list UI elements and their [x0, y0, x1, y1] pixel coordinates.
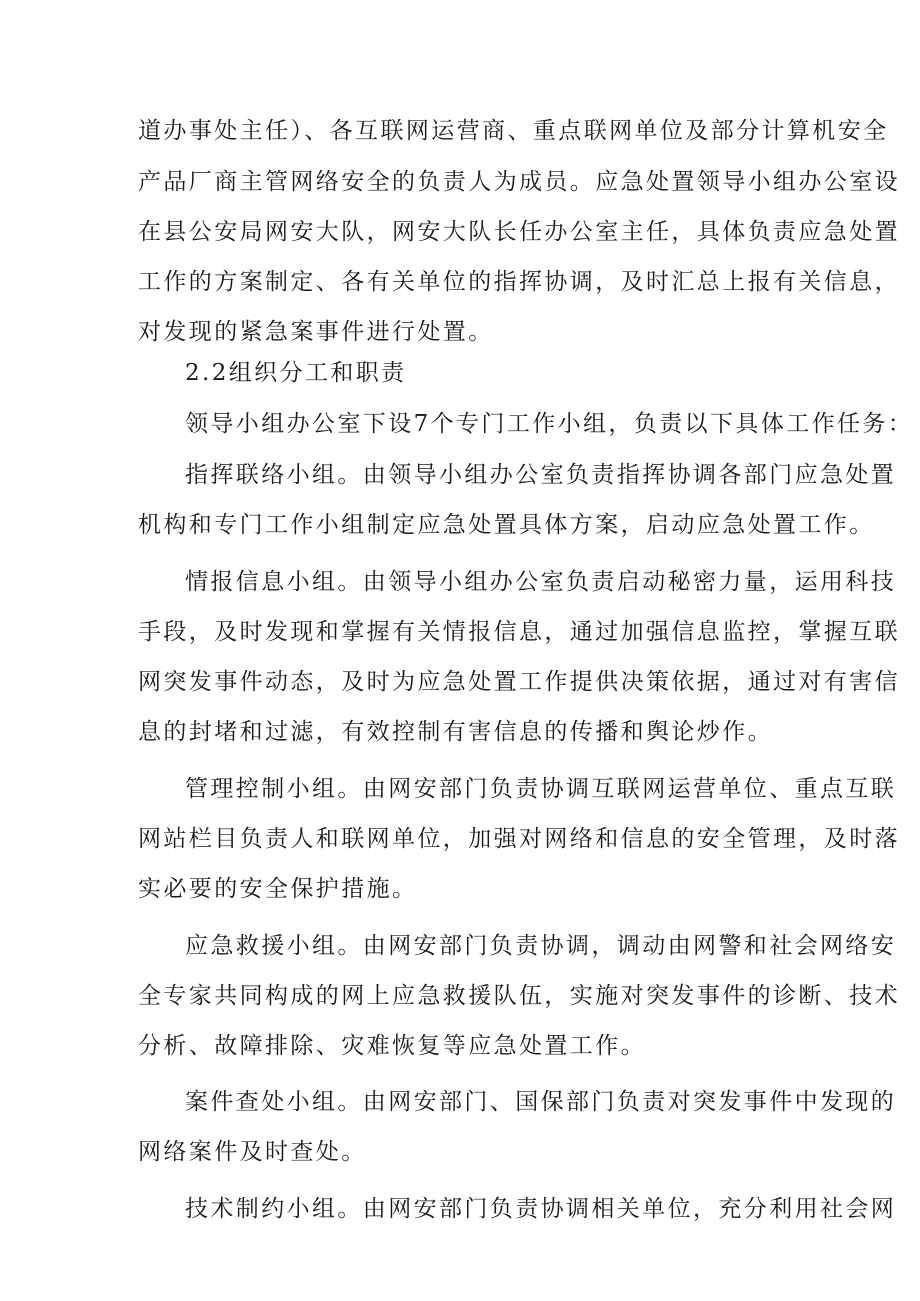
paragraph-first-line: 应急救援小组。由网安部门负责协调，调动由网警和社会网络安: [185, 933, 897, 959]
body-text-line: 全专家共同构成的网上应急救援队伍，实施对突发事件的诊断、技术: [138, 983, 900, 1009]
paragraph-first-line: 技术制约小组。由网安部门负责协调相关单位，充分利用社会网: [185, 1196, 897, 1222]
paragraph-first-line: 情报信息小组。由领导小组办公室负责启动秘密力量，运用科技: [185, 569, 897, 595]
body-text-line: 息的封堵和过滤，有效控制有害信息的传播和舆论炒作。: [138, 719, 773, 745]
paragraph-first-line: 指挥联络小组。由领导小组办公室负责指挥协调各部门应急处置: [185, 462, 897, 488]
body-text-line: 产品厂商主管网络安全的负责人为成员。应急处置领导小组办公室设: [138, 169, 900, 195]
body-text-line: 分析、故障排除、灾难恢复等应急处置工作。: [138, 1033, 646, 1059]
body-text-line: 机构和专门工作小组制定应急处置具体方案，启动应急处置工作。: [138, 512, 875, 538]
paragraph-first-line: 案件查处小组。由网安部门、国保部门负责对突发事件中发现的: [185, 1089, 897, 1115]
paragraph-first-line: 管理控制小组。由网安部门负责协调互联网运营单位、重点互联: [185, 776, 897, 802]
body-text-line: 网站栏目负责人和联网单位，加强对网络和信息的安全管理，及时落: [138, 826, 900, 852]
body-text-line: 网突发事件动态，及时为应急处置工作提供决策依据，通过对有害信: [138, 669, 900, 695]
body-text-line: 网络案件及时查处。: [138, 1139, 367, 1165]
paragraph-first-line: 领导小组办公室下设7个专门工作小组，负责以下具体工作任务：: [185, 411, 914, 437]
section-heading: 2.2组织分工和职责: [185, 360, 407, 386]
body-text-line: 在县公安局网安大队，网安大队长任办公室主任，具体负责应急处置: [138, 219, 900, 245]
body-text-line: 工作的方案制定、各有关单位的指挥协调，及时汇总上报有关信息，: [138, 269, 900, 295]
body-text-line: 道办事处主任）、各互联网运营商、重点联网单位及部分计算机安全: [138, 118, 889, 144]
body-text-line: 手段，及时发现和掌握有关情报信息，通过加强信息监控，掌握互联: [138, 619, 900, 645]
body-text-line: 对发现的紧急案事件进行处置。: [138, 319, 494, 345]
body-text-line: 实必要的安全保护措施。: [138, 876, 418, 902]
